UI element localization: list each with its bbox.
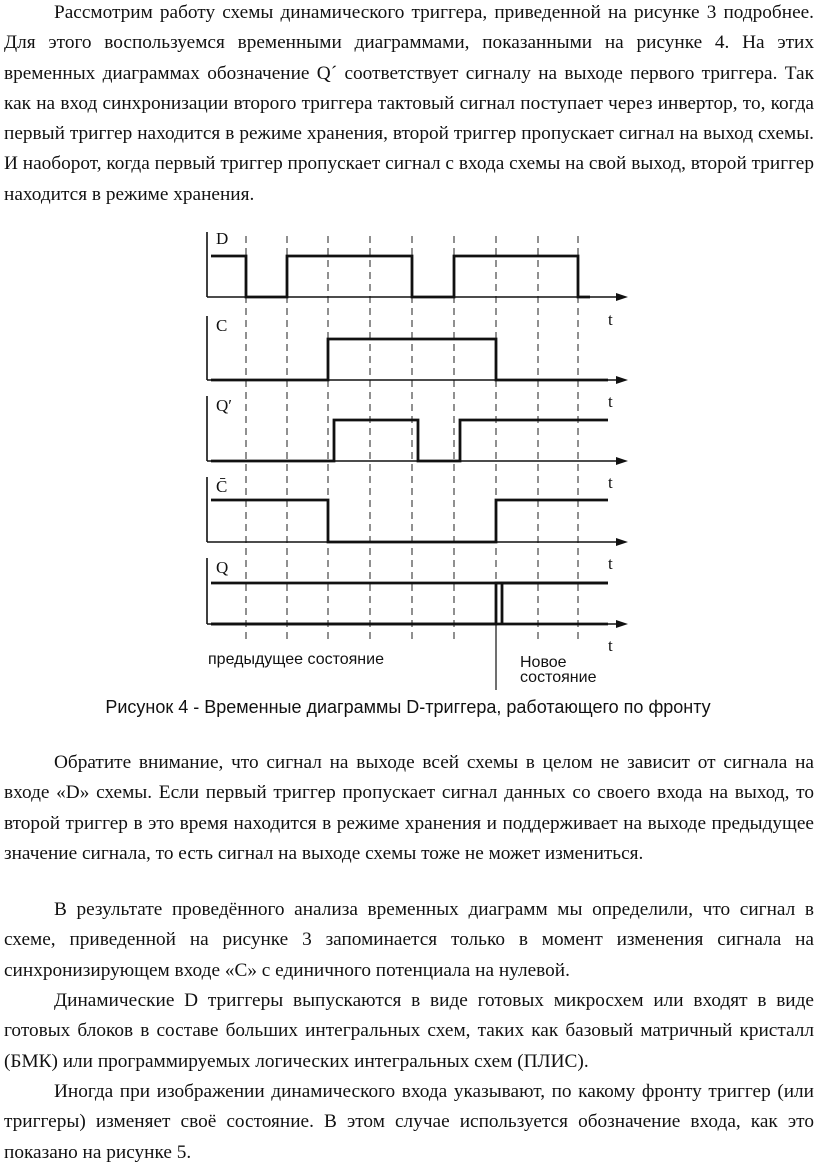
waveforms	[211, 256, 608, 624]
paragraph-front: Иногда при изображении динамического входа указывают, по какому фронту триггер (или триггеры) изменяет своё состояние. В этом случае используется обозначение входа, как это показано на рисунке 5.	[4, 1081, 814, 1163]
label-c-bar: C̄	[216, 477, 228, 496]
label-d: D	[216, 229, 229, 248]
time-label-5: t	[608, 636, 613, 655]
new-state-label-line1: Новое	[520, 654, 567, 671]
paragraph-intro: Рассмотрим работу схемы динамического триггера, приведенной на рисунке 3 подробнее. Для этого воспользуемся временными диаграммами, показанными на рисунке 4. На этих временных диаграммах обозначение Q´ соответствует сигналу на выходе первого триггера. Так как на вход синхронизации второго триггера тактовый сигнал поступает через инвертор, то, когда первый триггер находится в режиме хранения, второй триггер пропускает сигнал на выход схемы. И наоборот, когда первый триггер пропускает сигнал с входа схемы на свой выход, второй триггер находится в режиме хранения.	[4, 2, 814, 205]
x-arrow-1	[616, 376, 628, 384]
label-q-prime: Q′	[216, 396, 232, 415]
paragraph-dynamic-triggers: Динамические D триггеры выпускаются в виде готовых микросхем или входят в виде готовых блоков в составе больших интегральных схем, таких как базовый матричный кристалл (БМК) или программируемых логических интегральных схем (ПЛИС).	[4, 990, 814, 1072]
time-label-4: t	[608, 554, 613, 573]
waveform-3	[211, 500, 608, 542]
grid-lines	[246, 236, 578, 690]
x-arrow-0	[616, 293, 628, 301]
label-q: Q	[216, 558, 229, 577]
paragraph-note: Обратите внимание, что сигнал на выходе всей схемы в целом не зависит от сигнала на входе «D» схемы. Если первый триггер пропускает сигнал данных со своего входа на выход, то второй триггер в это время находится в режиме хранения и поддерживает на выходе предыдущее значение сигнала, то есть сигнал на выходе схемы тоже не может измениться.	[4, 752, 814, 864]
waveform-1	[211, 339, 608, 380]
x-arrow-3	[616, 538, 628, 546]
paragraph-result: В результате проведённого анализа временных диаграмм мы определили, что сигнал в схеме, приведенной на рисунке 3 запоминается только в момент изменения сигнала на синхронизирующем входе «С» с единичного потенциала на нулевой.	[4, 899, 814, 981]
time-label-2: t	[608, 392, 613, 411]
label-c: C	[216, 316, 228, 335]
x-arrow-4	[616, 620, 628, 628]
x-arrow-2	[616, 457, 628, 465]
time-label-1: t	[608, 310, 613, 329]
figure-caption: Рисунок 4 - Временные диаграммы D-триггера, работающего по фронту	[105, 697, 711, 717]
time-label-3: t	[608, 473, 613, 492]
waveform-2	[211, 420, 608, 461]
waveform-4	[211, 583, 608, 624]
waveform-0	[211, 256, 590, 297]
new-state-label-line2: состояние	[520, 669, 597, 686]
previous-state-label: предыдущее состояние	[208, 651, 384, 668]
